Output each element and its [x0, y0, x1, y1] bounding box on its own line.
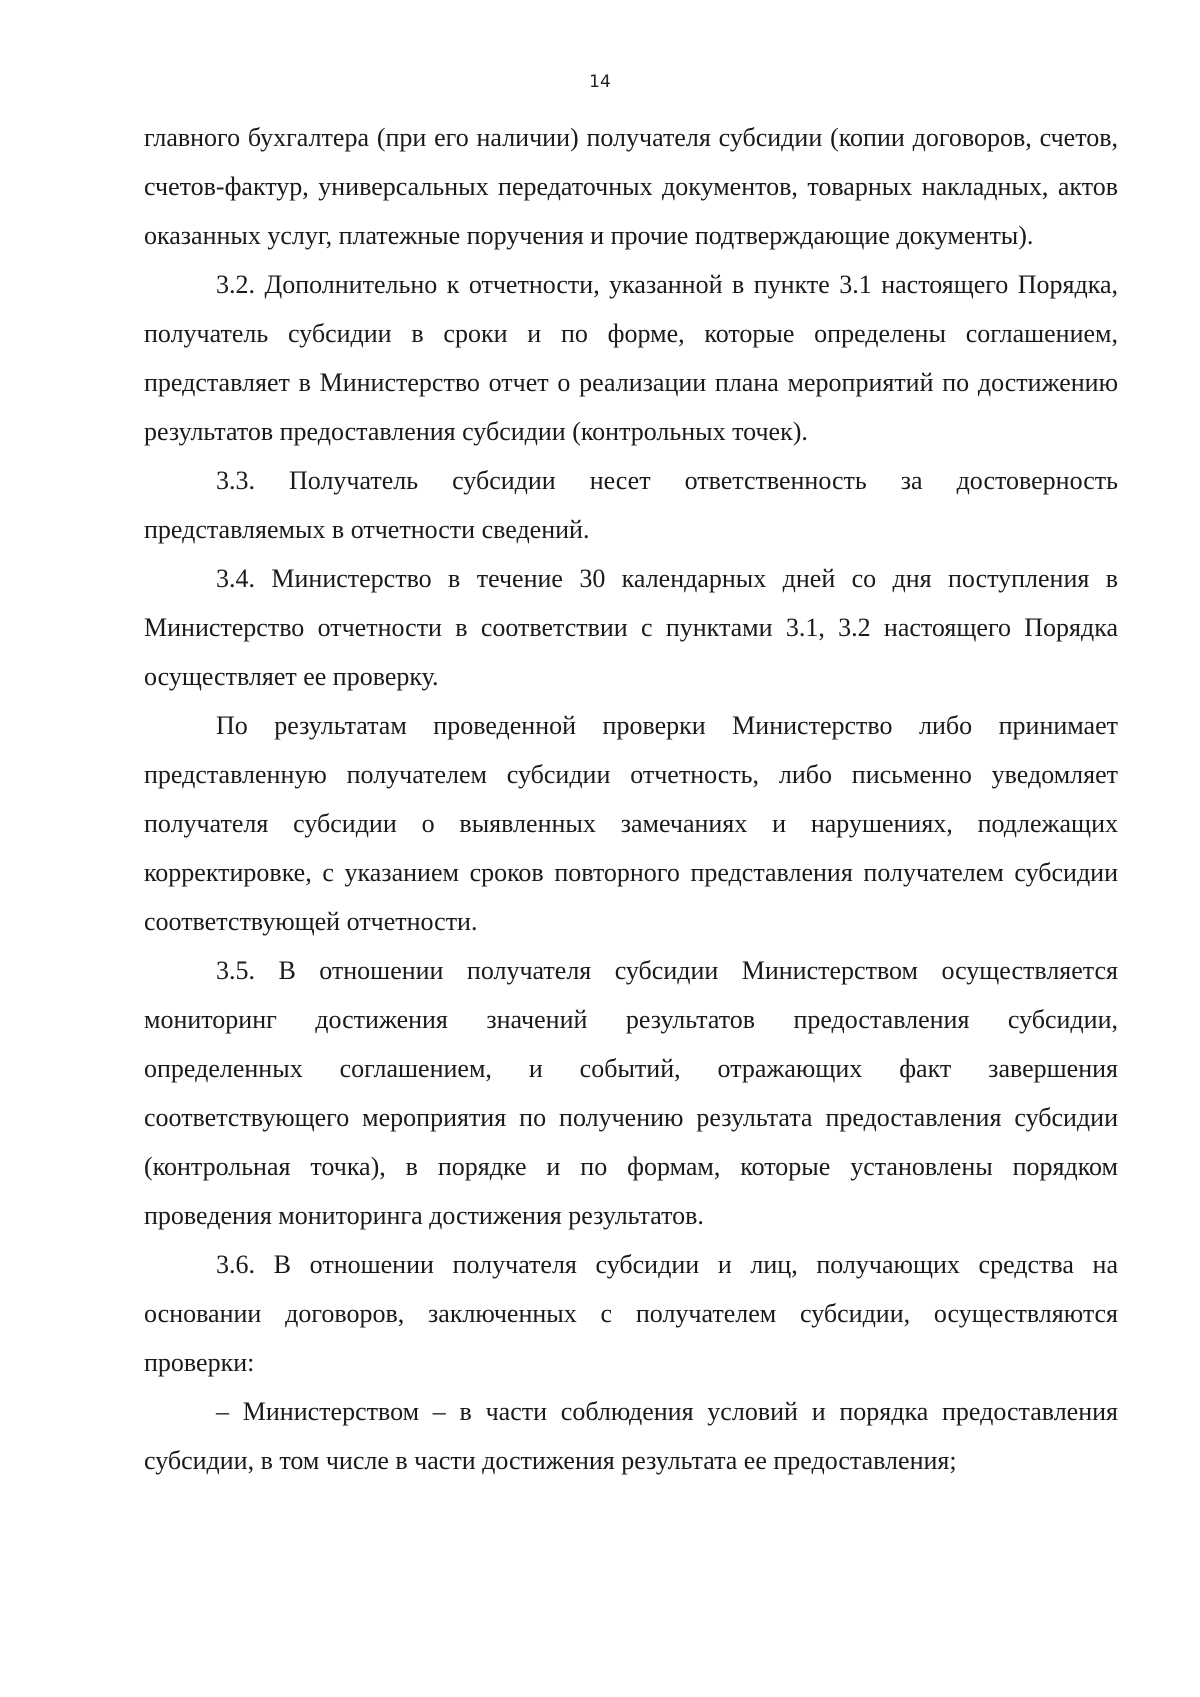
paragraph-3-3: 3.3. Получатель субсидии несет ответственность за достоверность представляемых в отчетности сведений.: [144, 466, 1118, 544]
list-item-ministry: – Министерством – в части соблюдения условий и порядка предоставления субсидии, в том числе в части достижения результата ее предоставления;: [144, 1397, 1118, 1475]
document-body: [144, 113, 1118, 1485]
paragraph-3-5: 3.5. В отношении получателя субсидии Министерством осуществляется мониторинг достижения значений результатов предоставления субсидии, определенных соглашением, и событий, отражающих факт завершения соответствующего мероприятия по получению результата предоставления субсидии (контрольная точка), в порядке и по формам, которые установлены порядком проведения мониторинга достижения результатов.: [144, 956, 1118, 1230]
paragraph-3-2: 3.2. Дополнительно к отчетности, указанной в пункте 3.1 настоящего Порядка, получатель субсидии в сроки и по форме, которые определены соглашением, представляет в Министерство отчет о реализации плана мероприятий по достижению результатов предоставления субсидии (контрольных точек).: [144, 270, 1118, 446]
paragraph-check-results: По результатам проведенной проверки Министерство либо принимает представленную получателем субсидии отчетность, либо письменно уведомляет получателя субсидии о выявленных замечаниях и нарушениях, подлежащих корректировке, с указанием сроков повторного представления получателем субсидии соответствующей отчетности.: [144, 711, 1118, 936]
paragraph-3-4: 3.4. Министерство в течение 30 календарных дней со дня поступления в Министерство отчетности в соответствии с пунктами 3.1, 3.2 настоящего Порядка осуществляет ее проверку.: [144, 564, 1118, 691]
paragraph-continuation: главного бухгалтера (при его наличии) получателя субсидии (копии договоров, счетов, счетов-фактур, универсальных передаточных документов, товарных накладных, актов оказанных услуг, платежные поручения и прочие подтверждающие документы).: [144, 123, 1118, 250]
page-number: 14: [589, 72, 611, 92]
paragraph-3-6: 3.6. В отношении получателя субсидии и лиц, получающих средства на основании договоров, заключенных с получателем субсидии, осуществляются проверки:: [144, 1250, 1118, 1377]
